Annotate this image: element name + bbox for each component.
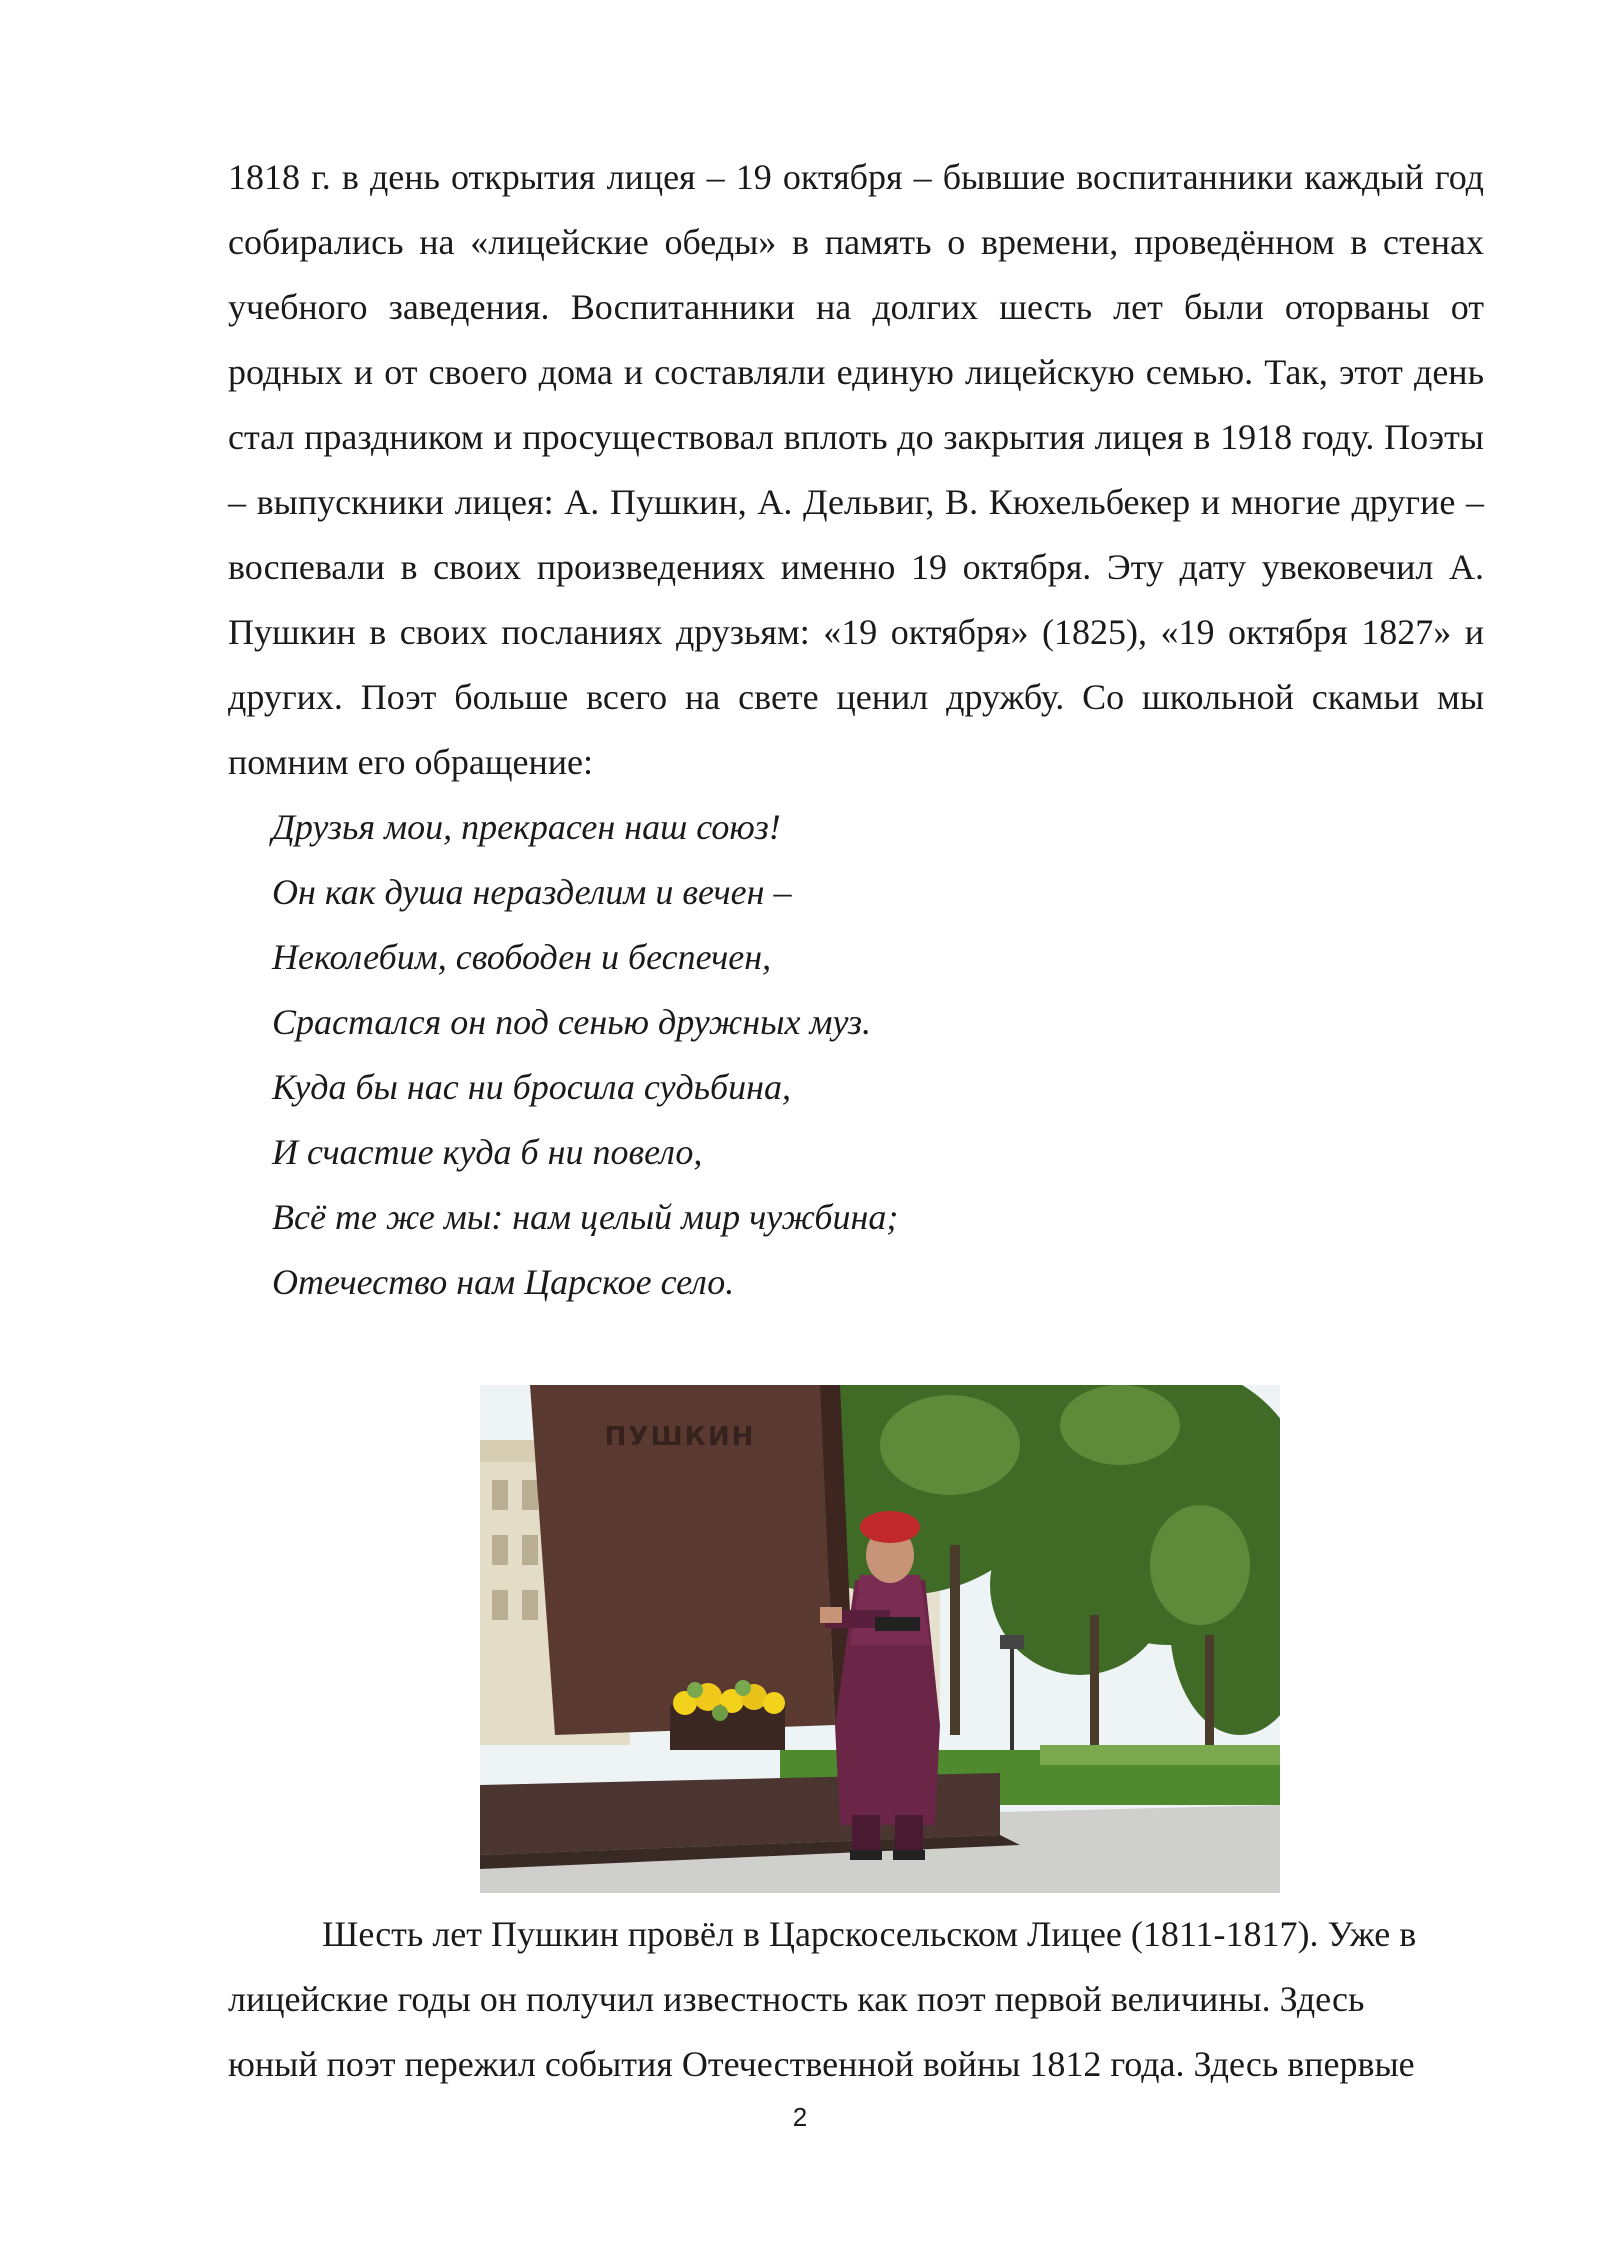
page-number: 2 [792, 2102, 808, 2132]
monument-photo-drawing [480, 1385, 1280, 1893]
paragraph-line: лицейские годы он получил известность как поэт первой величины. Здесь [228, 1979, 1365, 2019]
poem-stanza [272, 795, 1372, 1315]
body-paragraph [228, 145, 1484, 795]
tree-trunk [950, 1545, 960, 1735]
poem-line: Всё те же мы: нам целый мир чужбина; [272, 1197, 899, 1237]
paragraph-line: Шесть лет Пушкин провёл в Царскосельском Лицее (1811-1817). Уже в [322, 1914, 1417, 1954]
paragraph-text: 1818 г. в день открытия лицея – 19 октября – бывшие воспитанники каждый год собирались на «лицейские обеды» в память о времени, проведённом в стенах учебного заведения. Воспитанники на долгих шесть лет были оторваны от родных и от своего дома и составляли единую лицейскую семью. Так, этот день стал праздником и просуществовал вплоть до закрытия лицея в 1918 году. Поэты – выпускники лицея: А. Пушкин, А. Дельвиг, В. Кюхельбекер и многие другие – воспевали в своих произведениях именно 19 октября. Эту дату увековечил А. Пушкин в своих посланиях друзьям: «19 октября» (1825), «19 октября 1827» и других. Поэт больше всего на свете ценил дружбу. Со школьной скамьи мы помним его обращение: [228, 157, 1484, 782]
monument-inscription: ПУШКИН [604, 1422, 756, 1452]
poem-line: Отечество нам Царское село. [272, 1262, 735, 1302]
poem-line: Неколебим, свободен и беспечен, [272, 937, 772, 977]
poem-line: Куда бы нас ни бросила судьбина, [272, 1067, 792, 1107]
monument-photo [480, 1385, 1280, 1893]
lamp-post [1010, 1645, 1014, 1755]
paragraph-line: юный поэт пережил события Отечественной войны 1812 года. Здесь впервые [228, 2044, 1415, 2084]
body-paragraph-continued [228, 1902, 1484, 2097]
beret [860, 1511, 920, 1543]
poem-line: Он как душа неразделим и вечен – [272, 872, 792, 912]
poem-line: Срастался он под сенью дружных муз. [272, 1002, 872, 1042]
poem-line: Друзья мои, прекрасен наш союз! [272, 807, 781, 847]
poem-line: И счастие куда б ни повело, [272, 1132, 703, 1172]
